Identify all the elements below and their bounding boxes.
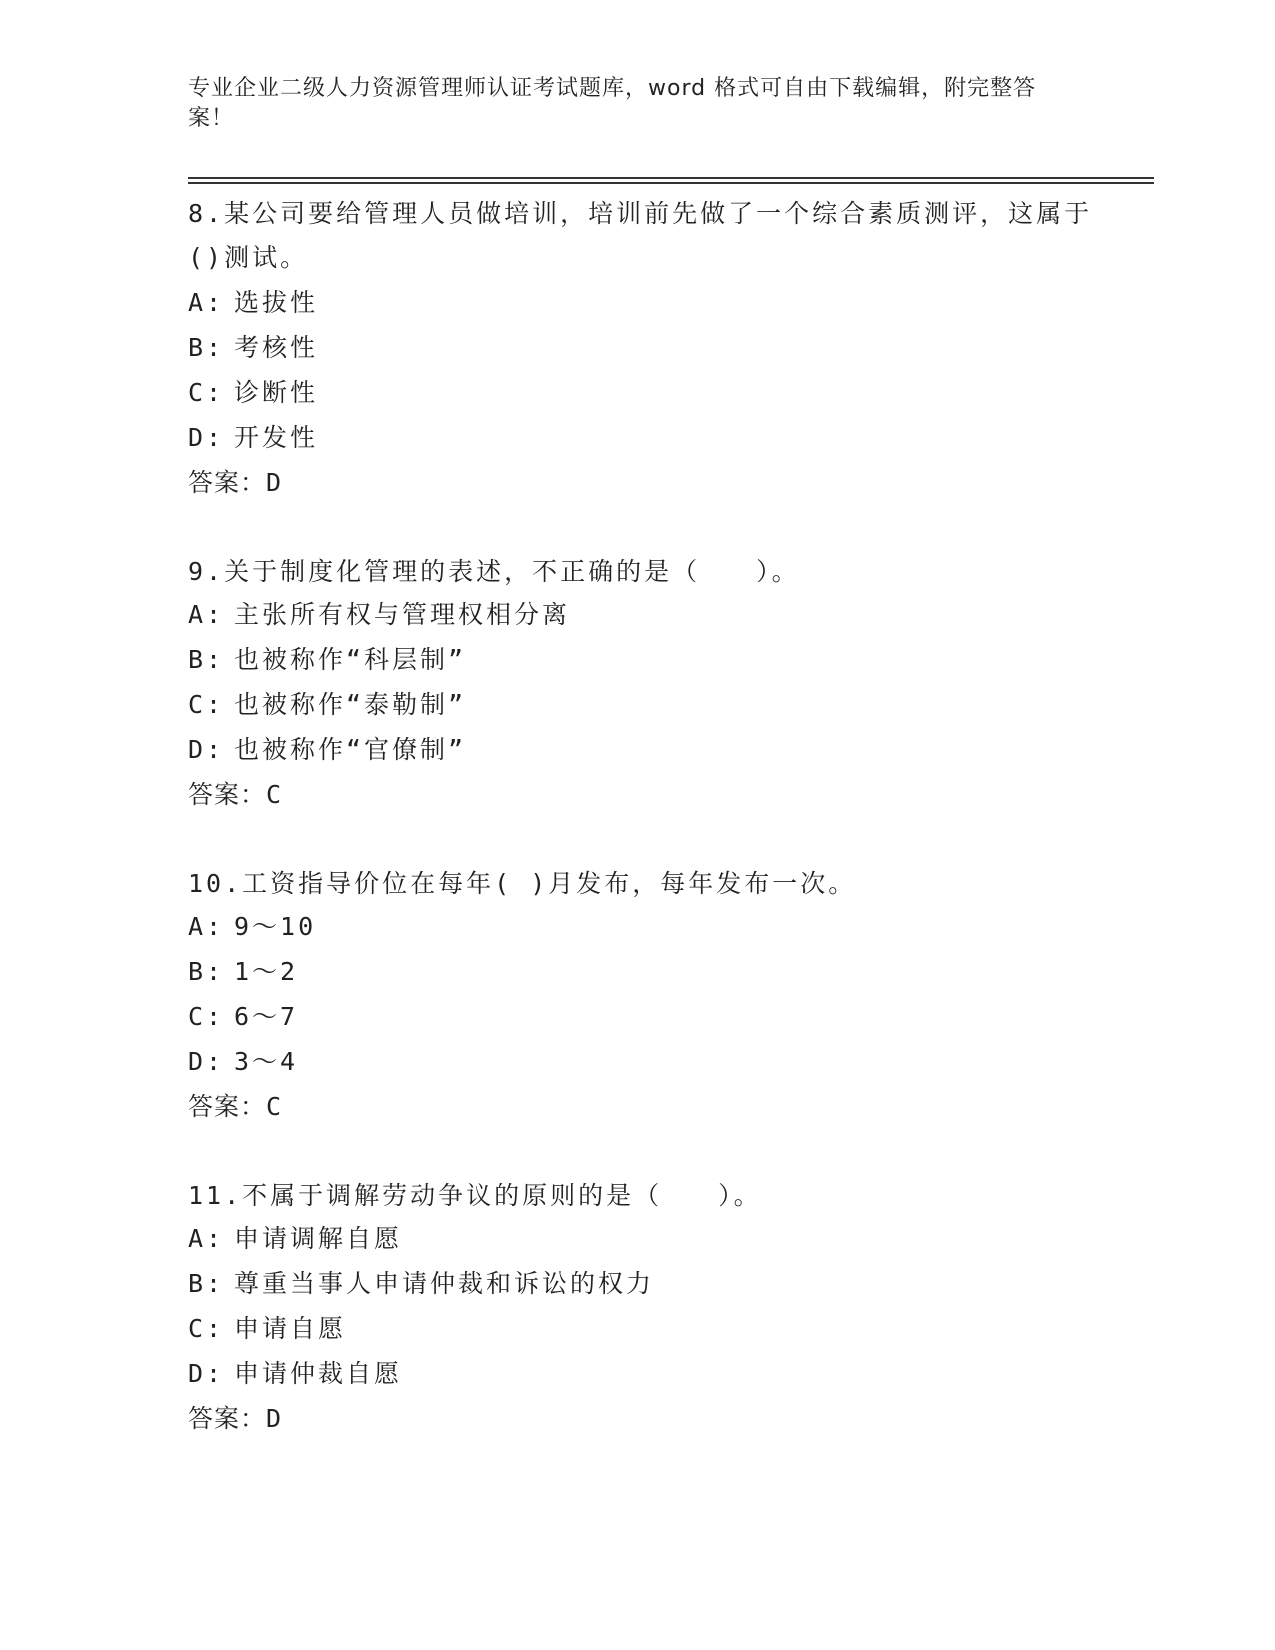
- option-c: [188, 370, 1108, 415]
- option-text: 考核性: [234, 333, 319, 362]
- option-letter: C:: [188, 1314, 225, 1343]
- option-text: 诊断性: [234, 378, 319, 407]
- answer-label: 答案：: [188, 1404, 267, 1433]
- option-letter: A:: [188, 912, 225, 941]
- option-c: [188, 682, 1108, 727]
- question-spacer: [188, 817, 1108, 863]
- option-a: [188, 280, 1108, 325]
- option-text: 也被称作“泰勒制”: [234, 690, 467, 719]
- question-text: 11.不属于调解劳动争议的原则的是（ ）。: [188, 1181, 762, 1210]
- option-letter: B:: [188, 333, 225, 362]
- answer-value: D: [266, 468, 283, 497]
- option-letter: D:: [188, 1359, 225, 1388]
- answer-line: [188, 1084, 1108, 1129]
- option-text: 申请自愿: [234, 1314, 347, 1343]
- answer-value: C: [266, 780, 283, 809]
- option-letter: B:: [188, 957, 225, 986]
- option-letter: C:: [188, 690, 225, 719]
- header-divider-bottom: [188, 182, 1154, 184]
- option-b: [188, 637, 1108, 682]
- answer-line: [188, 1396, 1108, 1441]
- option-d: [188, 1351, 1108, 1396]
- question-spacer: [188, 505, 1108, 551]
- answer-label: 答案：: [188, 1092, 267, 1121]
- option-a: [188, 1216, 1108, 1261]
- header-divider-top: [188, 177, 1154, 179]
- question-item: [188, 192, 1108, 505]
- option-d: [188, 727, 1108, 772]
- option-letter: D:: [188, 1047, 225, 1076]
- option-text: 尊重当事人申请仲裁和诉讼的权力: [234, 1269, 655, 1298]
- option-d: [188, 415, 1108, 460]
- option-text: 也被称作“科层制”: [234, 645, 467, 674]
- question-text: 9.关于制度化管理的表述，不正确的是（ ）。: [188, 557, 800, 586]
- option-b: [188, 949, 1108, 994]
- option-c: [188, 1306, 1108, 1351]
- option-letter: B:: [188, 1269, 225, 1298]
- option-text: 开发性: [234, 423, 319, 452]
- answer-line: [188, 772, 1108, 817]
- answer-value: D: [266, 1404, 283, 1433]
- option-text: 9～10: [234, 912, 317, 941]
- option-d: [188, 1039, 1108, 1084]
- option-a: [188, 592, 1108, 637]
- option-a: [188, 904, 1108, 949]
- question-spacer: [188, 1129, 1108, 1175]
- option-text: 主张所有权与管理权相分离: [234, 600, 571, 629]
- question-text: 10.工资指导价位在每年( )月发布，每年发布一次。: [188, 869, 857, 898]
- option-letter: B:: [188, 645, 225, 674]
- answer-line: [188, 460, 1108, 505]
- answer-label: 答案：: [188, 780, 267, 809]
- option-b: [188, 325, 1108, 370]
- option-text: 3～4: [234, 1047, 299, 1076]
- option-text: 6～7: [234, 1002, 299, 1031]
- option-letter: D:: [188, 423, 225, 452]
- document-header: 专业企业二级人力资源管理师认证考试题库，word 格式可自由下载编辑，附完整答案！: [188, 76, 1037, 131]
- option-text: 也被称作“官僚制”: [234, 735, 467, 764]
- option-text: 申请调解自愿: [234, 1224, 403, 1253]
- answer-value: C: [266, 1092, 283, 1121]
- option-letter: C:: [188, 378, 225, 407]
- question-text: 8.某公司要给管理人员做培训，培训前先做了一个综合素质测评，这属于()测试。: [188, 199, 1093, 272]
- option-b: [188, 1261, 1108, 1306]
- option-text: 1～2: [234, 957, 299, 986]
- option-letter: A:: [188, 288, 225, 317]
- option-letter: A:: [188, 1224, 225, 1253]
- option-c: [188, 994, 1108, 1039]
- question-item: [188, 1175, 1108, 1441]
- question-item: [188, 863, 1108, 1129]
- question-list: [188, 192, 1108, 1441]
- option-letter: D:: [188, 735, 225, 764]
- option-text: 申请仲裁自愿: [234, 1359, 403, 1388]
- option-text: 选拔性: [234, 288, 319, 317]
- option-letter: A:: [188, 600, 225, 629]
- option-letter: C:: [188, 1002, 225, 1031]
- question-item: [188, 551, 1108, 817]
- answer-label: 答案：: [188, 468, 267, 497]
